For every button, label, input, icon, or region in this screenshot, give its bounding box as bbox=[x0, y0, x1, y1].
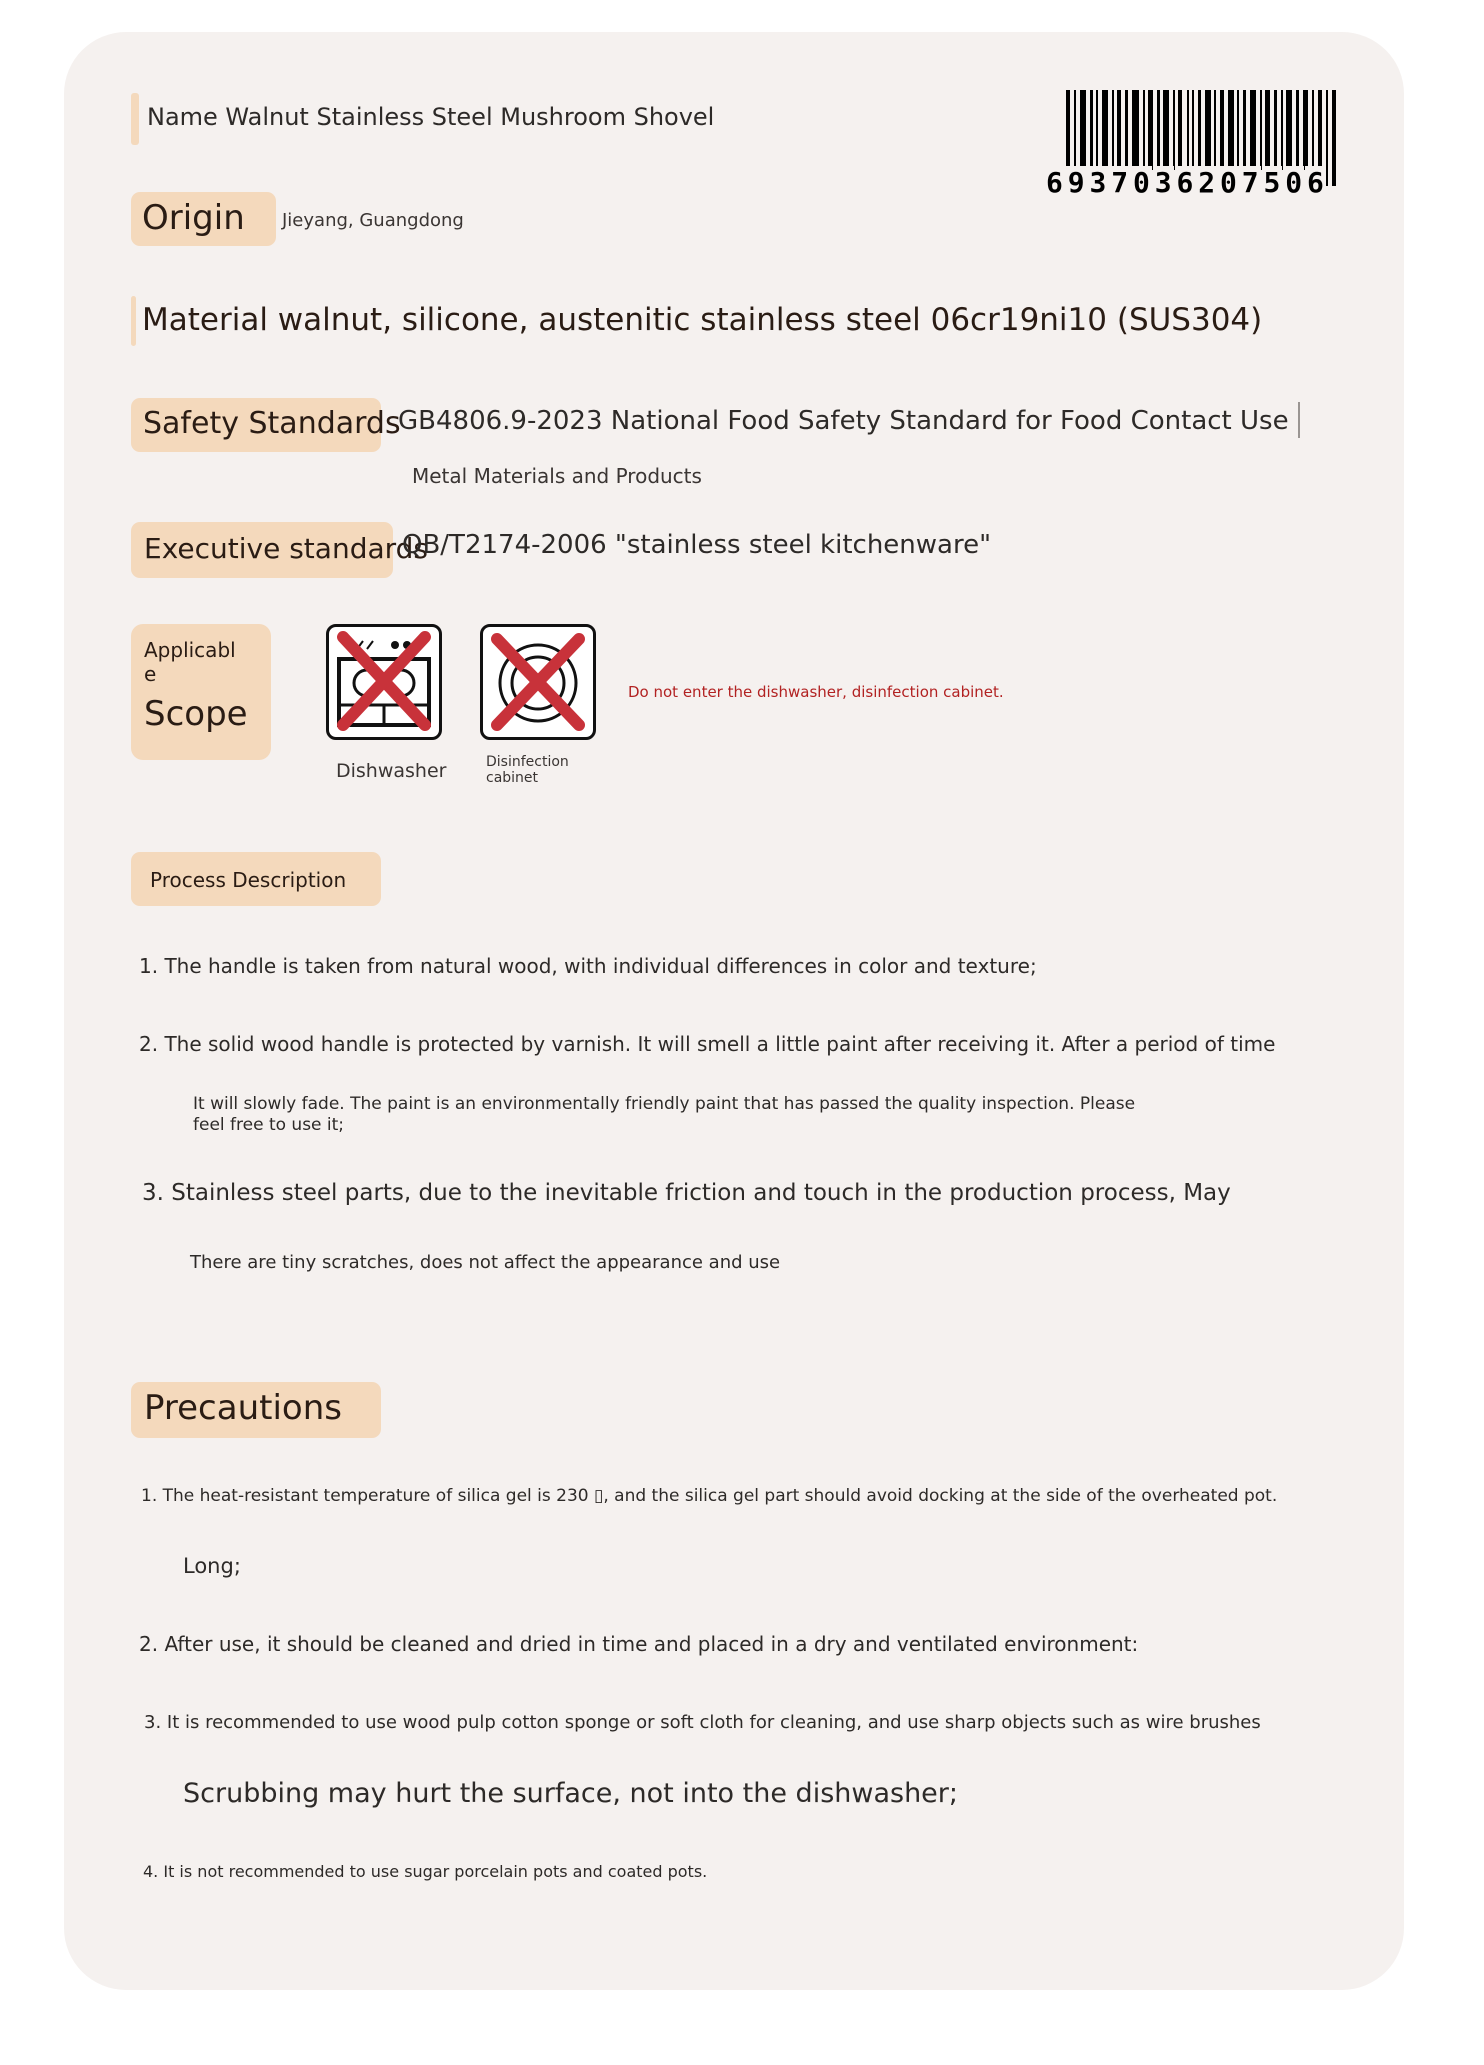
process-item-2-cont-2: feel free to use it; bbox=[193, 1115, 345, 1135]
safety-standards-value-cont: Metal Materials and Products bbox=[412, 464, 702, 488]
no-dishwasher-icon bbox=[326, 624, 442, 740]
disinfection-caption-1: Disinfection bbox=[486, 754, 569, 770]
disinfection-caption-2: cabinet bbox=[486, 770, 539, 786]
process-item-2: 2. The solid wood handle is protected by varnish. It will smell a little paint after receiving it. After a period of time bbox=[139, 1032, 1276, 1056]
process-description-title: Process Description bbox=[150, 868, 347, 892]
precautions-item-1: 1. The heat-resistant temperature of silica gel is 230 ▯, and the silica gel part should avoid docking at the side of the overheated pot. bbox=[141, 1486, 1278, 1506]
precautions-item-1-cont: Long; bbox=[183, 1554, 241, 1578]
safety-standards-label: Safety Standards bbox=[143, 406, 401, 441]
precautions-item-3-cont: Scrubbing may hurt the surface, not into the dishwasher; bbox=[183, 1778, 958, 1809]
process-item-3-cont: There are tiny scratches, does not affect the appearance and use bbox=[190, 1252, 781, 1273]
scope-label: Scope bbox=[144, 694, 248, 734]
origin-value: Jieyang, Guangdong bbox=[282, 210, 464, 231]
precautions-item-4: 4. It is not recommended to use sugar porcelain pots and coated pots. bbox=[143, 1862, 708, 1881]
precautions-item-2: 2. After use, it should be cleaned and dried in time and placed in a dry and ventilated environment: bbox=[139, 1632, 1139, 1656]
barcode-digits: 6 9 3 7 0 3 6 2 0 7 5 0 6 bbox=[1046, 166, 1324, 199]
executive-standards-value: QB/T2174-2006 "stainless steel kitchenware" bbox=[402, 530, 992, 560]
precautions-item-3: 3. It is recommended to use wood pulp cotton sponge or soft cloth for cleaning, and use sharp objects such as wire brushes bbox=[144, 1712, 1261, 1733]
origin-label: Origin bbox=[142, 198, 245, 238]
scope-label-small-1: Applicabl bbox=[144, 638, 236, 662]
process-item-3: 3. Stainless steel parts, due to the inevitable friction and touch in the production process, May bbox=[142, 1180, 1231, 1206]
dishwasher-caption: Dishwasher bbox=[336, 760, 447, 782]
product-name: Name Walnut Stainless Steel Mushroom Shovel bbox=[147, 103, 715, 131]
process-item-1: 1. The handle is taken from natural wood, with individual differences in color and texture; bbox=[139, 954, 1037, 978]
name-tag-marker bbox=[131, 93, 139, 145]
scope-label-small-2: e bbox=[144, 662, 157, 686]
no-disinfection-cabinet-icon bbox=[480, 624, 596, 740]
scope-warning: Do not enter the dishwasher, disinfection cabinet. bbox=[628, 683, 1004, 701]
safety-divider bbox=[1298, 402, 1300, 438]
material-tag-marker bbox=[131, 296, 136, 346]
process-item-2-cont-1: It will slowly fade. The paint is an environmentally friendly paint that has passed the quality inspection. Please bbox=[193, 1094, 1136, 1114]
material-line: Material walnut, silicone, austenitic stainless steel 06cr19ni10 (SUS304) bbox=[142, 302, 1263, 338]
precautions-title: Precautions bbox=[144, 1388, 342, 1428]
executive-standards-label: Executive standards bbox=[144, 532, 429, 565]
safety-standards-value: GB4806.9-2023 National Food Safety Standard for Food Contact Use bbox=[398, 406, 1289, 436]
